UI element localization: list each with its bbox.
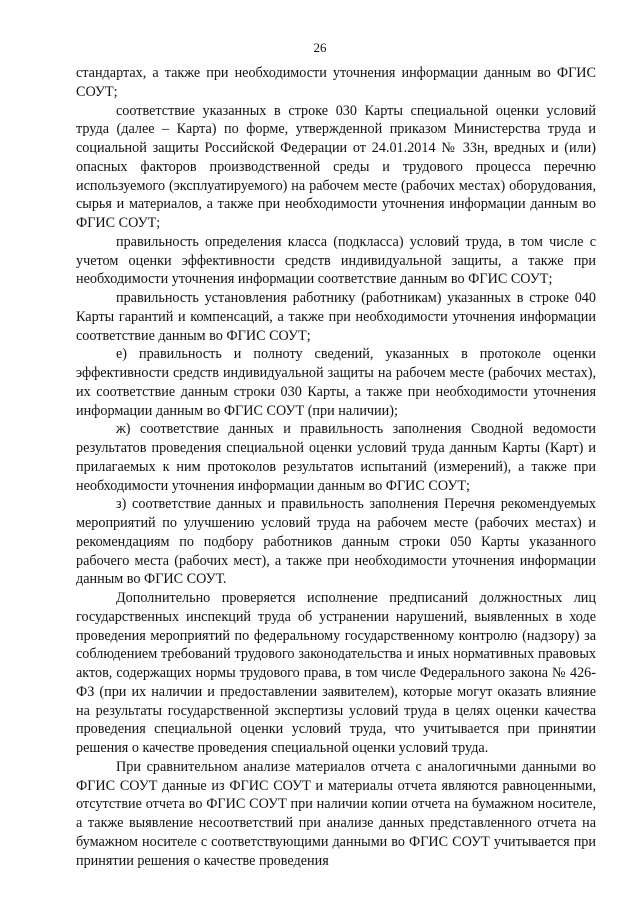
paragraph-4: правильность установления работнику (работникам) указанных в строке 040 Карты гарантий и компенсаций, а также при необходимости уточнения информации соответствие данным во ФГИС СОУТ; (76, 290, 596, 344)
paragraph-5: е) правильность и полноту сведений, указанных в протоколе оценки эффективности средств индивидуальной защиты на рабочем месте (рабочих местах), их соответствие данным строки 030 Карты, а также при необходимости уточнения информации данным во ФГИС СОУТ (при наличии); (76, 346, 596, 419)
paragraph-7: з) соответствие данных и правильность заполнения Перечня рекомендуемых мероприятий по улучшению условий труда на рабочем месте (рабочих местах) и рекомендациям по подбору работников данным строки 050 Карты указанного рабочего места (рабочих мест), а также при необходимости уточнения информации данным во ФГИС СОУТ. (76, 496, 596, 588)
paragraph-6: ж) соответствие данных и правильность заполнения Сводной ведомости результатов проведения специальной оценки условий труда данным Карты (Карт) и прилагаемых к ним протоколов результатов испытаний (измерений), а также при необходимости уточнения информации данным во ФГИС СОУТ; (76, 421, 596, 494)
paragraph-8: Дополнительно проверяется исполнение предписаний должностных лиц государственных инспекций труда об устранении нарушений, выявленных в ходе проведения мероприятий по федеральному государственному контролю (надзору) за соблюдением требований трудового законодательства и иных нормативных правовых актов, содержащих нормы трудового права, в том числе Федерального закона № 426-ФЗ (при их наличии и предоставлении заявителем), которые могут оказать влияние на результаты государственной экспертизы условий труда в целях оценки качества проведения специальной оценки условий труда, что учитывается при принятии решения о качестве проведения специальной оценки условий труда. (76, 590, 596, 756)
paragraph-2: соответствие указанных в строке 030 Карты специальной оценки условий труда (далее – Карта) по форме, утвержденной приказом Министерства труда и социальной защиты Российской Федерации от 24.01.2014 № 33н, вредных и (или) опасных факторов производственной среды и трудового процесса перечню используемого (эксплуатируемого) на рабочем месте (рабочих местах) оборудования, сырья и материалов, а также при необходимости уточнения информации данным во ФГИС СОУТ; (76, 102, 596, 231)
document-body (76, 64, 596, 870)
paragraph-9: При сравнительном анализе материалов отчета с аналогичными данными во ФГИС СОУТ данные из ФГИС СОУТ и материалы отчета являются равноценными, отсутствие отчета во ФГИС СОУТ при наличии копии отчета на бумажном носителе, а также выявление несоответствий при анализе данных представленного отчета на бумажном носителе с соответствующими данными во ФГИС СОУТ учитывается при принятии решения о качестве проведения (76, 758, 596, 869)
paragraph-3: правильность определения класса (подкласса) условий труда, в том числе с учетом оценки эффективности средств индивидуальной защиты, а также при необходимости уточнения информации соответствие данным во ФГИС СОУТ; (76, 233, 596, 288)
page-number: 26 (313, 40, 327, 55)
paragraph-1: стандартах, а также при необходимости уточнения информации данным во ФГИС СОУТ; (76, 65, 596, 100)
